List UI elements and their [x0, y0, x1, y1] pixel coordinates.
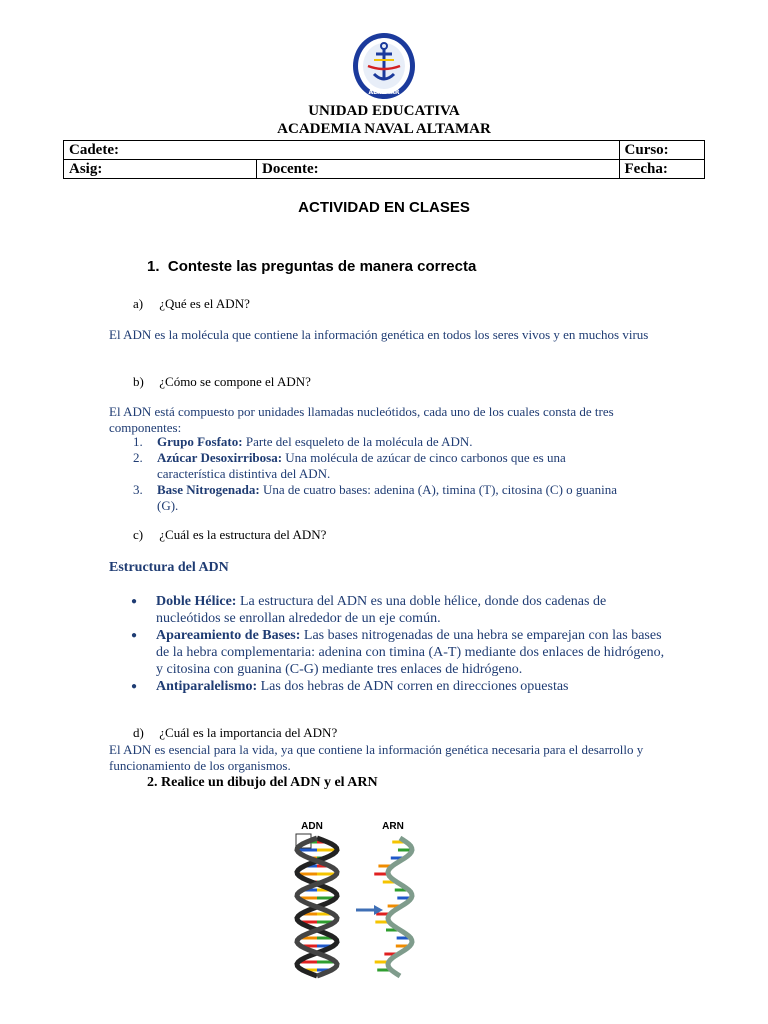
question-b	[133, 374, 311, 390]
label-arn: ARN	[382, 821, 404, 832]
list-item: 3. Base Nitrogenada: Una de cuatro bases: adenina (A), timina (T), citosina (C) o guanina (G).	[133, 482, 618, 513]
section-2-heading: 2. Realice un dibujo del ADN y el ARN	[147, 775, 378, 790]
dna-rna-illustration	[290, 816, 420, 984]
answer-d: El ADN es esencial para la vida, ya que contiene la información genética necesaria para el desarrollo y funcionamiento de los organismos.	[109, 742, 644, 773]
school-logo	[352, 32, 416, 100]
list-item: ● Antiparalelismo: Las dos hebras de ADN corren en direcciones opuestas	[131, 679, 569, 694]
bullet-icon: ●	[131, 681, 138, 692]
question-c-text: ¿Cuál es la estructura del ADN?	[159, 527, 327, 542]
answer-a: El ADN es la molécula que contiene la información genética en todos los seres vivos y en muchos virus	[109, 327, 649, 342]
question-b-label: b)	[133, 374, 144, 389]
list-item: ● Apareamiento de Bases: Las bases nitrogenadas de una hebra se emparejan con las bases de la hebra complementaria: adenina con timina (A-T) mediante dos enlaces de hidrógeno, y citosina con guanina (C-G) mediante tres enlaces de hidrógeno.	[131, 628, 665, 677]
section-1-number: 1.	[147, 258, 160, 275]
curso-field[interactable]: Curso:	[619, 141, 704, 160]
cadete-field[interactable]: Cadete:	[64, 141, 620, 160]
bullet-icon: ●	[131, 596, 138, 607]
question-a-text: ¿Qué es el ADN?	[159, 296, 250, 311]
list-item: 2. Azúcar Desoxirribosa: Una molécula de azúcar de cinco carbonos que es una característica distintiva del ADN.	[133, 450, 566, 481]
question-a	[133, 296, 250, 312]
docente-field[interactable]: Docente:	[257, 160, 620, 179]
fecha-field[interactable]: Fecha:	[619, 160, 704, 179]
components-list	[133, 434, 633, 514]
question-b-text: ¿Cómo se compone el ADN?	[159, 374, 311, 389]
section-1-title: Conteste las preguntas de manera correcta	[167, 258, 477, 275]
structure-list	[131, 593, 671, 695]
logo-text: ALTAMAR	[368, 89, 400, 96]
question-d-label: d)	[133, 725, 144, 740]
question-c-label: c)	[133, 527, 144, 542]
student-info-table	[63, 140, 705, 179]
institution-line-2: ACADEMIA NAVAL ALTAMAR	[277, 121, 491, 137]
answer-b-intro: El ADN está compuesto por unidades llamadas nucleótidos, cada uno de los cuales consta de tres componentes:	[109, 404, 614, 435]
activity-title: ACTIVIDAD EN CLASES	[298, 199, 470, 216]
label-adn: ADN	[301, 821, 323, 832]
question-c	[133, 527, 326, 543]
asig-field[interactable]: Asig:	[64, 160, 257, 179]
institution-line-1: UNIDAD EDUCATIVA	[308, 103, 460, 119]
question-a-label: a)	[133, 296, 144, 311]
section-1-heading	[147, 258, 476, 275]
structure-heading: Estructura del ADN	[109, 560, 229, 575]
question-d	[133, 725, 337, 741]
list-item: ● Doble Hélice: La estructura del ADN es una doble hélice, donde dos cadenas de nucleótidos se enrollan alrededor de un eje común.	[131, 594, 607, 626]
dna-strand-right	[297, 838, 337, 976]
list-item: 1. Grupo Fosfato: Parte del esqueleto de la molécula de ADN.	[133, 434, 473, 449]
bullet-icon: ●	[131, 630, 138, 641]
question-d-text: ¿Cuál es la importancia del ADN?	[159, 725, 338, 740]
